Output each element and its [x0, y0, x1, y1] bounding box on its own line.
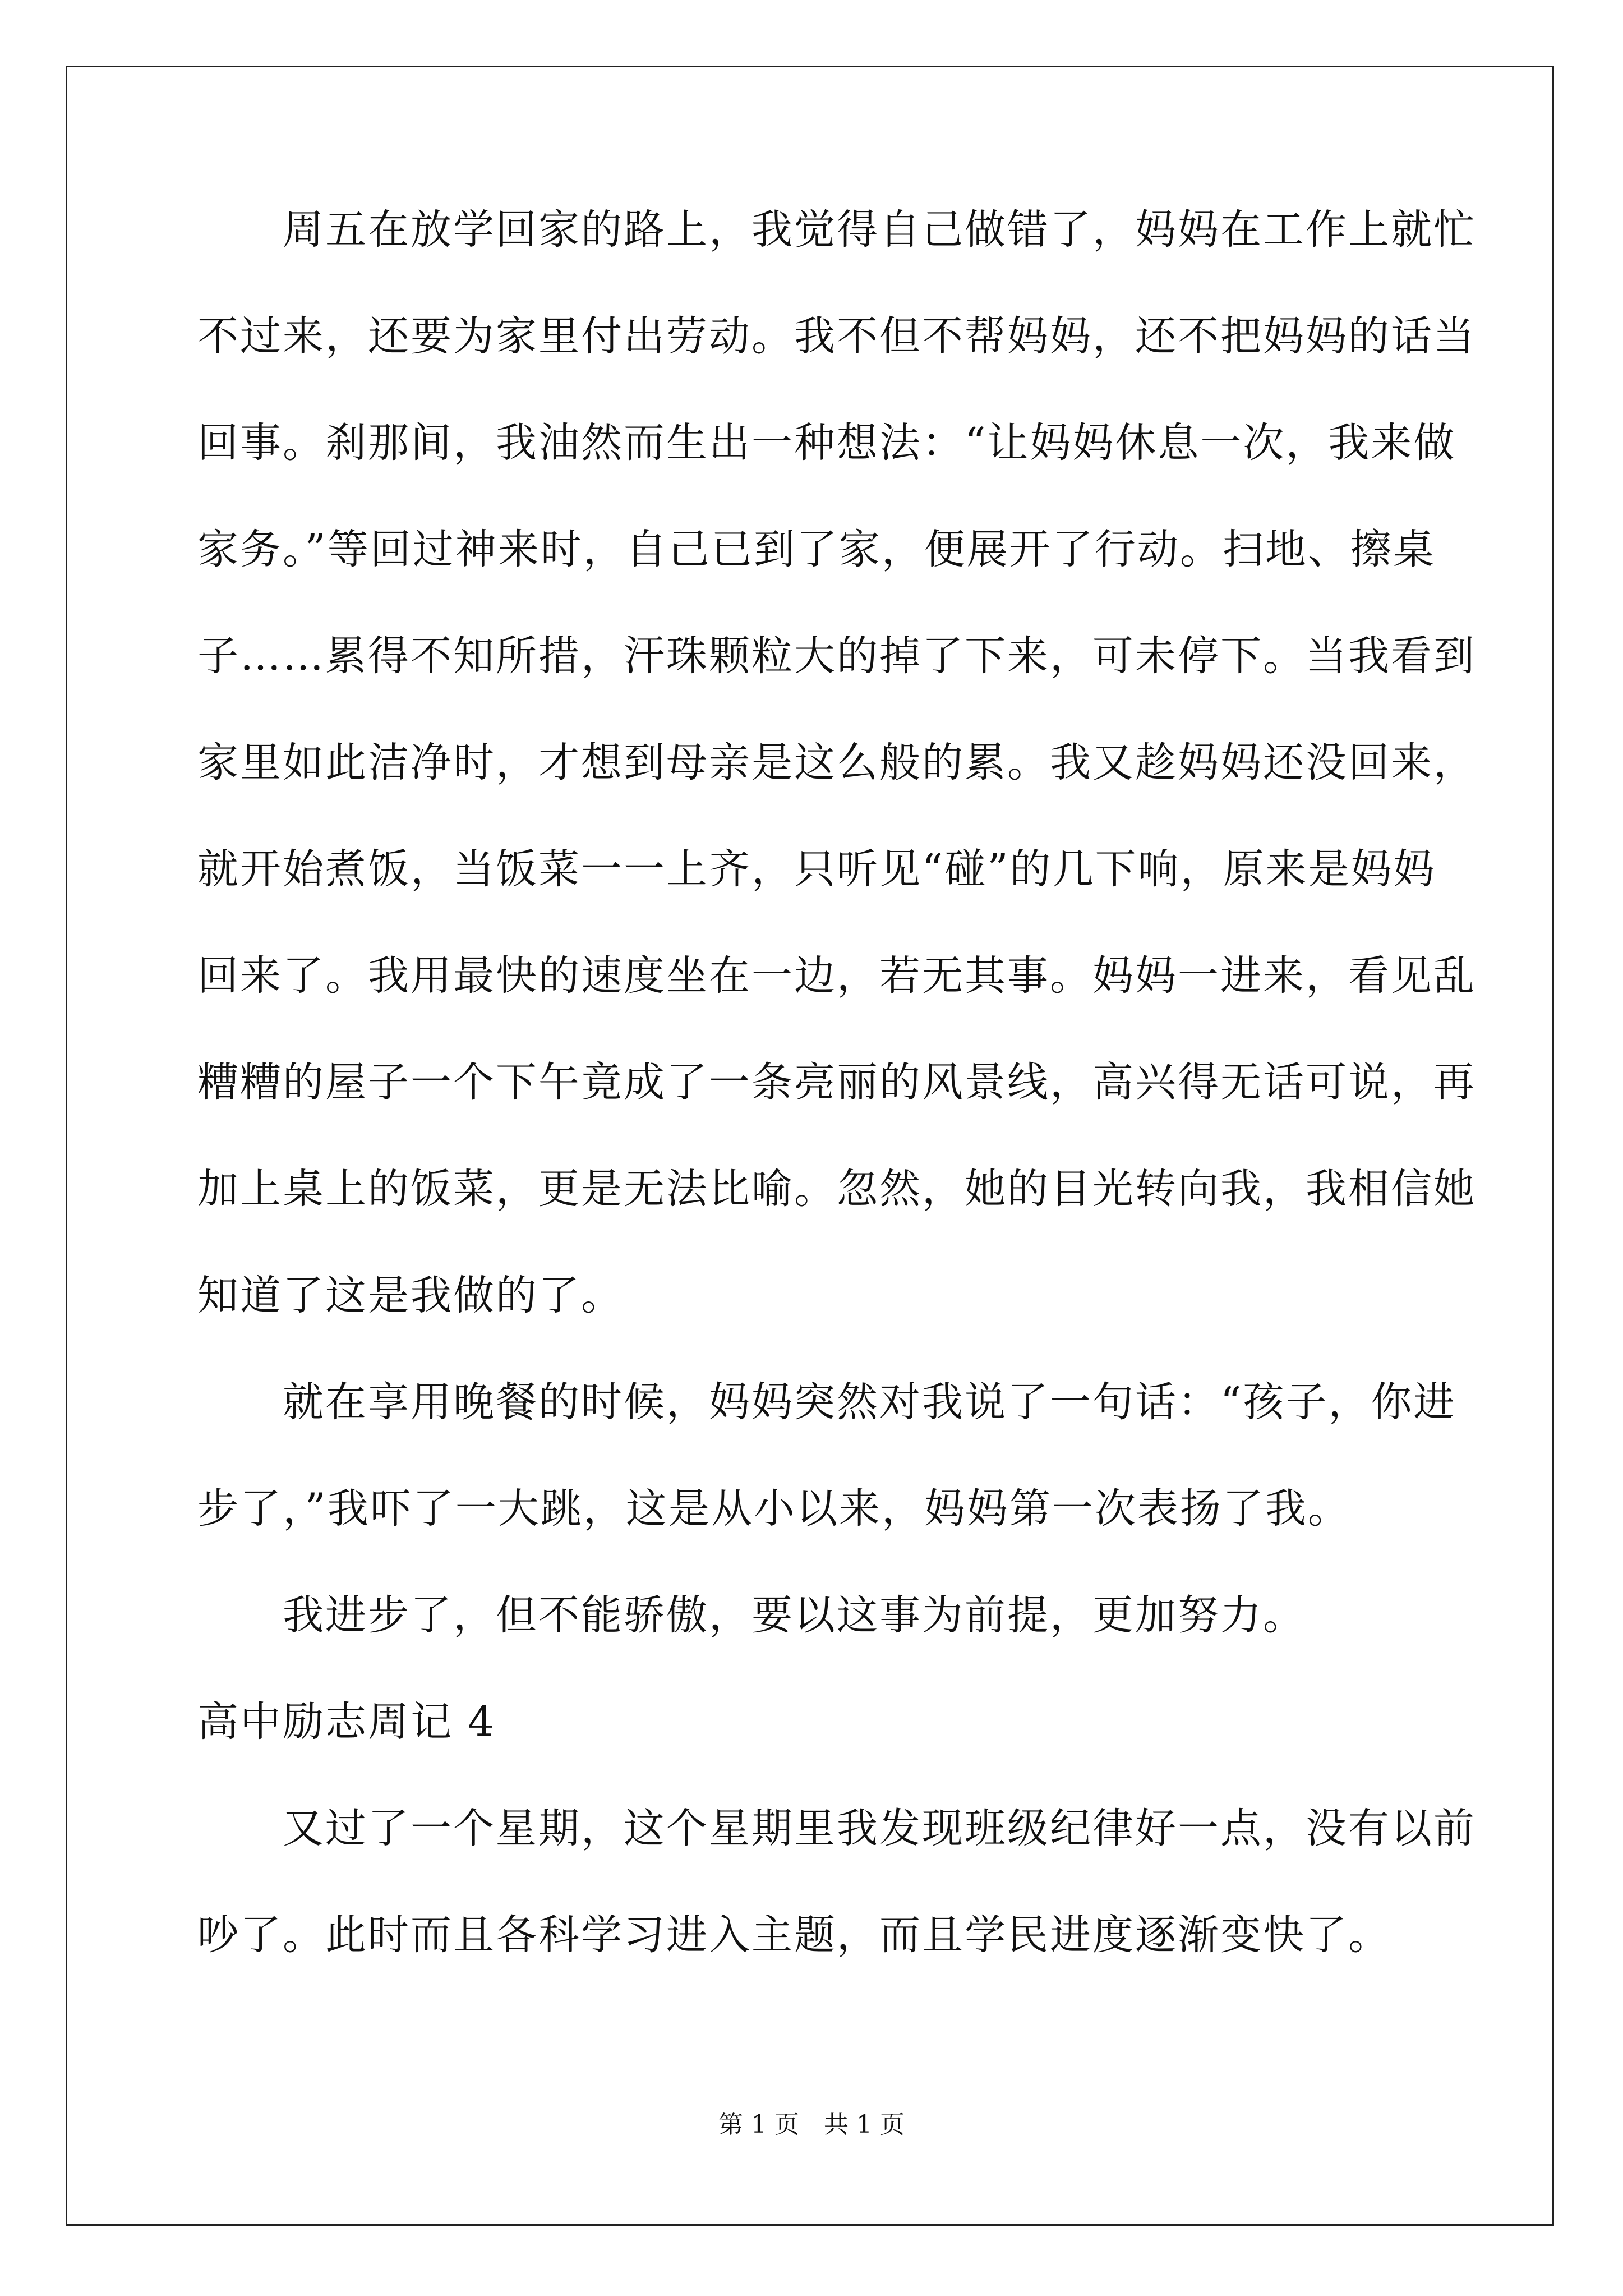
page-number-footer: 第 1 页 共 1 页 [718, 2110, 905, 2139]
text-line: 家务。”等回过神来时，自己已到了家，便展开了行动。扫地、擦桌 [197, 526, 1436, 573]
text-line: 我进步了，但不能骄傲，要以这事为前提，更加努力。 [197, 1591, 1306, 1639]
text-line: 吵了。此时而且各科学习进入主题，而且学民进度逐渐变快了。 [197, 1911, 1391, 1959]
text-line: 又过了一个星期，这个星期里我发现班级纪律好一点，没有以前 [197, 1805, 1476, 1852]
text-line: 就开始煮饭，当饭菜一一上齐，只听见“碰”的几下响，原来是妈妈 [197, 845, 1436, 893]
section-heading: 高中励志周记 4 [197, 1698, 496, 1746]
text-line: 不过来，还要为家里付出劳动。我不但不帮妈妈，还不把妈妈的话当 [197, 312, 1476, 360]
text-line: 糟糟的屋子一个下午竟成了一条亮丽的风景线，高兴得无话可说，再 [197, 1059, 1476, 1106]
text-line: 子……累得不知所措，汗珠颗粒大的掉了下来，可未停下。当我看到 [197, 632, 1476, 680]
page-border [66, 66, 1554, 2226]
text-line: 知道了这是我做的了。 [197, 1272, 624, 1319]
text-line: 回事。刹那间，我油然而生出一种想法：“让妈妈休息一次，我来做 [197, 419, 1456, 467]
text-line: 加上桌上的饭菜，更是无法比喻。忽然，她的目光转向我，我相信她 [197, 1165, 1476, 1213]
text-line: 家里如此洁净时，才想到母亲是这么般的累。我又趁妈妈还没回来， [197, 739, 1476, 786]
text-line: 步了，”我吓了一大跳，这是从小以来，妈妈第一次表扬了我。 [197, 1485, 1350, 1533]
text-line: 就在享用晚餐的时候，妈妈突然对我说了一句话：“孩子，你进 [197, 1378, 1456, 1426]
text-line: 回来了。我用最快的速度坐在一边，若无其事。妈妈一进来，看见乱 [197, 952, 1476, 1000]
text-line: 周五在放学回家的路上，我觉得自己做错了，妈妈在工作上就忙 [197, 206, 1476, 254]
